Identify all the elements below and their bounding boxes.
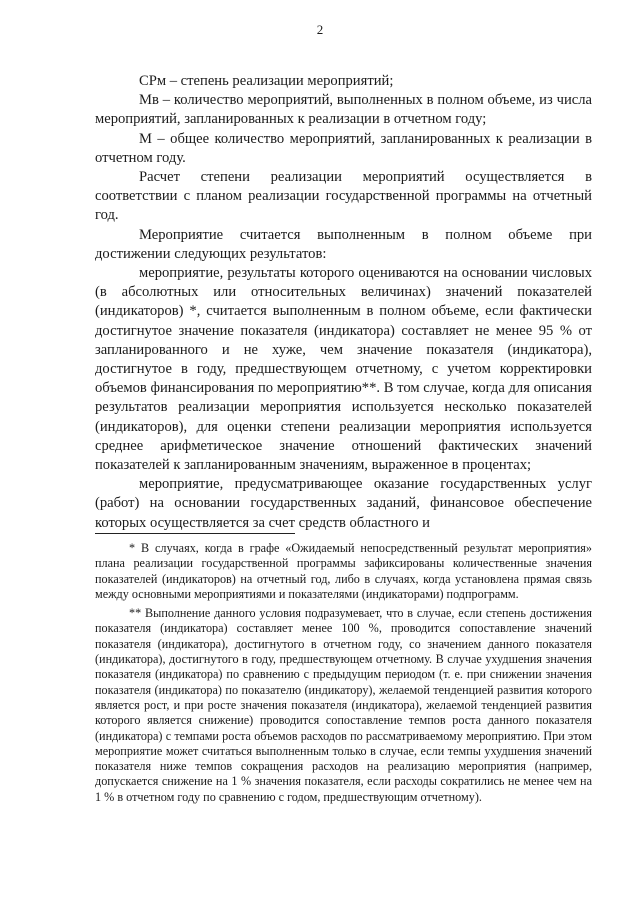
paragraph-mv-definition: Мв – количество мероприятий, выполненных в полном объеме, из числа мероприятий, запланированных к реализации в отчетном году;	[95, 92, 592, 128]
footnote-2: ** Выполнение данного условия подразумевает, что в случае, если степень достижения показателя (индикатора) составляет менее 100 %, проводится сопоставление значений показателя (индикатора), достигнутого в отчетном году, со значением данного показателя (индикатора), достигнутого в году, предшествующем отчетному. В случае ухудшения значения показателя (индикатора) по сравнению с предыдущим периодом (т. е. при снижении значения показателя (индикатора) по показателю (индикатору), желаемой тенденцией развития которого является рост, и при росте значения показателя (индикатора), желаемой тенденцией развития которого является снижение) проводится сопоставление темпов роста данного показателя (индикатора) с темпами роста объемов расходов по рассматриваемому мероприятию. При этом мероприятие может считаться выполненным только в случае, если темпы ухудшения значений показателя ниже темпов сокращения расходов на реализацию мероприятия (например, допускается снижение на 1 % значения показателя, если расходы сократились не менее чем на 1 % в отчетном году по сравнению с годом, предшествующим отчетному).	[95, 606, 592, 804]
paragraph-calculation-basis: Расчет степени реализации мероприятий осуществляется в соответствии с планом реализации государственной программы на отчетный год.	[95, 169, 592, 224]
footnotes	[95, 541, 592, 809]
paragraph-srm-definition: СРм – степень реализации мероприятий;	[139, 73, 394, 89]
footnote-separator	[95, 533, 295, 534]
paragraph-numeric-indicators: мероприятие, результаты которого оцениваются на основании числовых (в абсолютных или относительных величинах) значений показателей (индикаторов) *, считается выполненным в полном объеме, если фактически достигнутое значение показателя (индикатора) составляет не менее 95 % от запланированного и не хуже, чем значение показателя (индикатора), достигнутое в году, предшествующем отчетному, с учетом корректировки объемов финансирования по мероприятию**. В том случае, когда для описания результатов реализации мероприятия используется несколько показателей (индикаторов), для оценки степени реализации мероприятия используется среднее арифметическое значение отношений фактических значений показателей к запланированным значениям, выраженное в процентах;	[95, 265, 592, 474]
page-number: 2	[316, 22, 324, 37]
paragraph-m-definition: М – общее количество мероприятий, запланированных к реализации в отчетном году.	[95, 130, 592, 166]
paragraph-completion-criteria: Мероприятие считается выполненным в полном объеме при достижении следующих результатов:	[95, 226, 592, 262]
footnote-1: * В случаях, когда в графе «Ожидаемый непосредственный результат мероприятия» плана реализации государственной программы зафиксированы количественные значения показателей (индикаторов) на отчетный год, либо в случаях, когда установлена прямая связь между основными мероприятиями и показателями (индикаторами) подпрограмм.	[95, 541, 592, 601]
paragraph-state-services: мероприятие, предусматривающее оказание государственных услуг (работ) на основании государственных заданий, финансовое обеспечение которых осуществляется за счет средств областного и	[95, 476, 592, 531]
main-text	[95, 72, 592, 533]
